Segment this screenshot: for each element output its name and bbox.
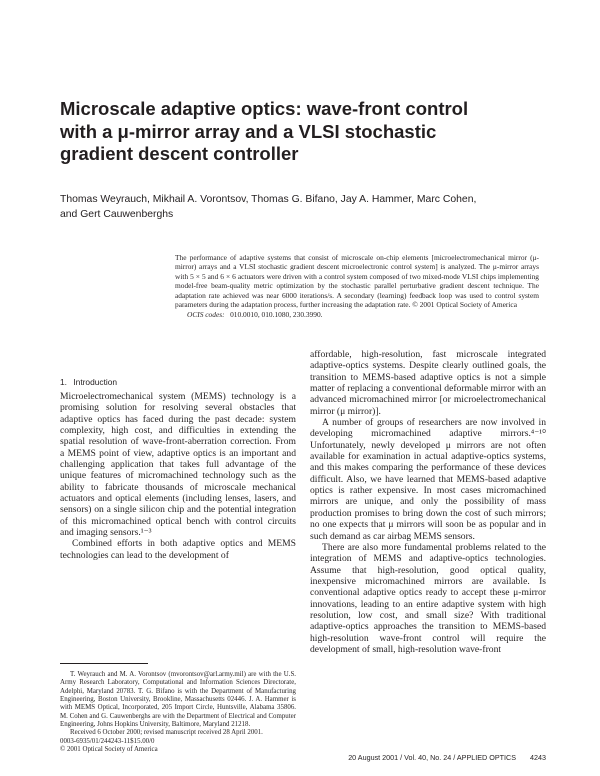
section-heading [60,377,117,387]
ocis-label: OCIS codes: [187,309,225,319]
abstract [175,253,539,319]
left-paragraph-2: Combined efforts in both adaptive optics and MEMS technologies can lead to the development of [60,538,296,561]
right-column [310,349,546,655]
journal-info: 20 August 2001 / Vol. 40, No. 24 / APPLIED OPTICS [348,753,516,762]
footnote-divider [60,663,148,664]
footnote-code: 0003-6935/01/244243-11$15.00/0 [60,737,155,745]
left-paragraph-1: Microelectromechanical system (MEMS) technology is a promising solution for resolving several obstacles that adaptive optics has faced during the past decade: system complexity, high cost, and difficulties in extending the spatial resolution of wave-front-aberration correction. From a MEMS point of view, adaptive optics is an important and challenging application that takes full advantage of the unique features of micromachined technology such as the ability to fabricate thousands of microscale mechanical actuators and optical elements (including lenses, lasers, and sensors) on a single silicon chip and the potential integration of this micromachined optical bench with control circuits and imaging sensors.¹⁻³ [60,391,296,539]
title-line-1: Microscale adaptive optics: wave-front control [60,98,469,119]
left-column [60,391,296,561]
right-paragraph-2: A number of groups of researchers are now involved in developing micromachined adaptive mirrors.⁴⁻¹⁰ Unfortunately, newly developed μ mirrors are not often available for examination in actual adaptive-optics systems, and this makes comparing the performance of these devices difficult. Also, we have learned that MEMS-based adaptive optics is rather expensive. In most cases micromachined mirrors are unique, and only the possibility of mass production promises to bring down the cost of such mirrors; no one expects that μ mirrors will soon be as popular and in such demand as car airbag MEMS sensors. [310,417,546,542]
authors-line-1: Thomas Weyrauch, Mikhail A. Vorontsov, Thomas G. Bifano, Jay A. Hammer, Marc Cohen, [60,194,477,205]
footnote-affiliations: T. Weyrauch and M. A. Vorontsov (mvorontsov@arl.army.mil) are with the U.S. Army Research Laboratory, Computational and Information Sciences Directorate, Adelphi, Maryland 20783. T. G. Bifano is with the Department of Manufacturing Engineering, Boston University, Brookline, Massachusetts 02446. J. A. Hammer is with MEMS Optical, Incorporated, 205 Import Circle, Huntsville, Alabama 35806. M. Cohen and G. Cauwenberghs are with the Department of Electrical and Computer Engineering, Johns Hopkins University, Baltimore, Maryland 21218. [60,671,296,729]
footnote-received: Received 6 October 2000; revised manuscript received 28 April 2001. [70,729,263,737]
ocis-values: 010.0010, 010.1080, 230.3990. [230,309,323,319]
footnote [60,671,296,754]
ocis-codes [175,310,539,319]
right-paragraph-1: affordable, high-resolution, fast microscale integrated adaptive-optics systems. Despite clearly outlined goals, the transition to MEMS-based adaptive optics is not a simple matter of replacing a conventional deformable mirror with an advanced micromachined mirror [or microelectromechanical mirror (μ mirror)]. [310,349,546,417]
authors-line-2: and Gert Cauwenberghs [60,209,174,220]
page-number: 4243 [530,753,546,762]
article-title [60,98,520,166]
page-footer [310,753,546,762]
title-line-2: with a μ-mirror array and a VLSI stochastic [60,120,437,142]
section-title: Introduction [73,377,118,387]
author-list [60,192,540,222]
footnote-copyright: © 2001 Optical Society of America [60,746,158,754]
section-number: 1. [60,377,67,387]
right-paragraph-3: There are also more fundamental problems related to the integration of MEMS and adaptive-optics technologies. Assume that high-resolution, good optical quality, inexpensive micromachined mirrors are available. Is conventional adaptive optics ready to accept these μ-mirror innovations, leading to an entire adaptive system with high resolution, low cost, and small size? With traditional adaptive-optics approaches the transition to MEMS-based high-resolution wave-front control will require the development of small, high-resolution wave-front [310,541,546,655]
abstract-text: The performance of adaptive systems that consist of microscale on-chip elements [microelectromechanical mirror (μ-mirror) arrays and a VLSI stochastic gradient descent microelectronic control system] is analyzed. The μ-mirror arrays with 5 × 5 and 6 × 6 actuators were driven with a control system composed of two mixed-mode VLSI chips implementing model-free beam-quality metric optimization by the stochastic parallel perturbative gradient descent technique. The adaptation rate achieved was near 6000 iterations/s. A secondary (learning) feedback loop was used to control system parameters during the adaptation process, further increasing the adaptation rate. © 2001 Optical Society of America [175,253,539,310]
title-line-3: gradient descent controller [60,143,299,164]
